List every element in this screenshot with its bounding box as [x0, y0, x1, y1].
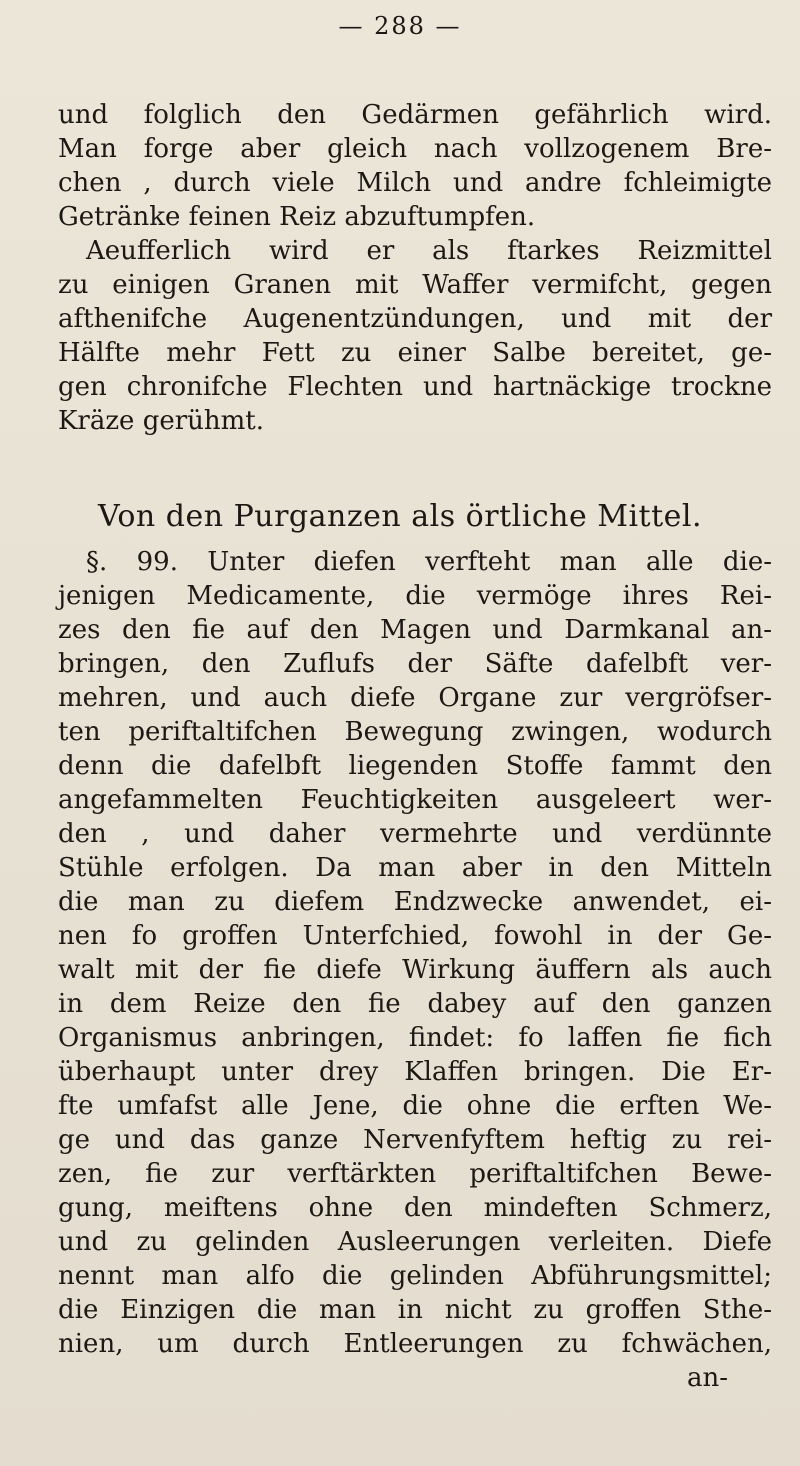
- text-line: nen fo groffen Unterfchied, fowohl in der Ge-: [58, 921, 772, 951]
- text-line: bringen, den Zuflufs der Säfte dafelbft ver-: [58, 649, 772, 679]
- text-line: Stühle erfolgen. Da man aber in den Mitteln: [58, 853, 772, 883]
- text-line: ten periftaltifchen Bewegung zwingen, wodurch: [58, 717, 772, 747]
- catchword: an-: [686, 1363, 728, 1393]
- text-line: walt mit der fie diefe Wirkung äuffern als auch: [58, 955, 772, 985]
- text-line: und zu gelinden Ausleerungen verleiten. Diefe: [58, 1227, 772, 1257]
- page-number: — 288 —: [338, 12, 462, 40]
- text-line: Hälfte mehr Fett zu einer Salbe bereitet, ge-: [58, 338, 772, 368]
- text-line: angefammelten Feuchtigkeiten ausgeleert wer-: [58, 785, 772, 815]
- text-line: in dem Reize den fie dabey auf den ganzen: [58, 989, 772, 1019]
- text-line: §. 99. Unter diefen verfteht man alle die-: [86, 547, 772, 577]
- text-line: die man zu diefem Endzwecke anwendet, ei-: [58, 887, 772, 917]
- text-line: zes den fie auf den Magen und Darmkanal an-: [58, 615, 772, 645]
- text-line: ge und das ganze Nervenfyftem heftig zu rei-: [58, 1125, 772, 1155]
- text-line: zu einigen Granen mit Waffer vermifcht, gegen: [58, 270, 772, 300]
- text-line: jenigen Medicamente, die vermöge ihres Rei-: [58, 581, 772, 611]
- text-line: den , und daher vermehrte und verdünnte: [58, 819, 772, 849]
- text-line: afthenifche Augenentzündungen, und mit der: [58, 304, 772, 334]
- text-line: nien, um durch Entleerungen zu fchwächen,: [58, 1329, 772, 1359]
- text-line: Organismus anbringen, findet: fo laffen fie fich: [58, 1023, 772, 1053]
- text-line: Kräze gerühmt.: [58, 406, 265, 436]
- text-line: fte umfafst alle Jene, die ohne die erften We-: [58, 1091, 772, 1121]
- text-line: überhaupt unter drey Klaffen bringen. Die Er-: [58, 1057, 772, 1087]
- text-line: chen , durch viele Milch und andre fchleimigte: [58, 168, 772, 198]
- text-line: denn die dafelbft liegenden Stoffe fammt den: [58, 751, 772, 781]
- text-line: Aeufferlich wird er als ftarkes Reizmittel: [86, 236, 772, 266]
- text-line: zen, fie zur verftärkten periftaltifchen Bewe-: [58, 1159, 772, 1189]
- section-body: [58, 545, 772, 1395]
- text-line: gen chronifche Flechten und hartnäckige trockne: [58, 372, 772, 402]
- section-heading: Von den Purganzen als örtliche Mittel.: [97, 499, 703, 534]
- text-line: nennt man alfo die gelinden Abführungsmittel;: [58, 1261, 772, 1291]
- text-line: gung, meiftens ohne den mindeften Schmerz,: [58, 1193, 772, 1223]
- text-line: mehren, und auch diefe Organe zur vergröfser-: [58, 683, 772, 713]
- text-line: die Einzigen die man in nicht zu groffen Sthe-: [58, 1295, 772, 1325]
- text-line: Getränke feinen Reiz abzuftumpfen.: [58, 202, 536, 232]
- intro-paragraph: [58, 98, 772, 438]
- text-line: Man forge aber gleich nach vollzogenem Bre-: [58, 134, 772, 164]
- text-line: und folglich den Gedärmen gefährlich wird.: [58, 100, 772, 130]
